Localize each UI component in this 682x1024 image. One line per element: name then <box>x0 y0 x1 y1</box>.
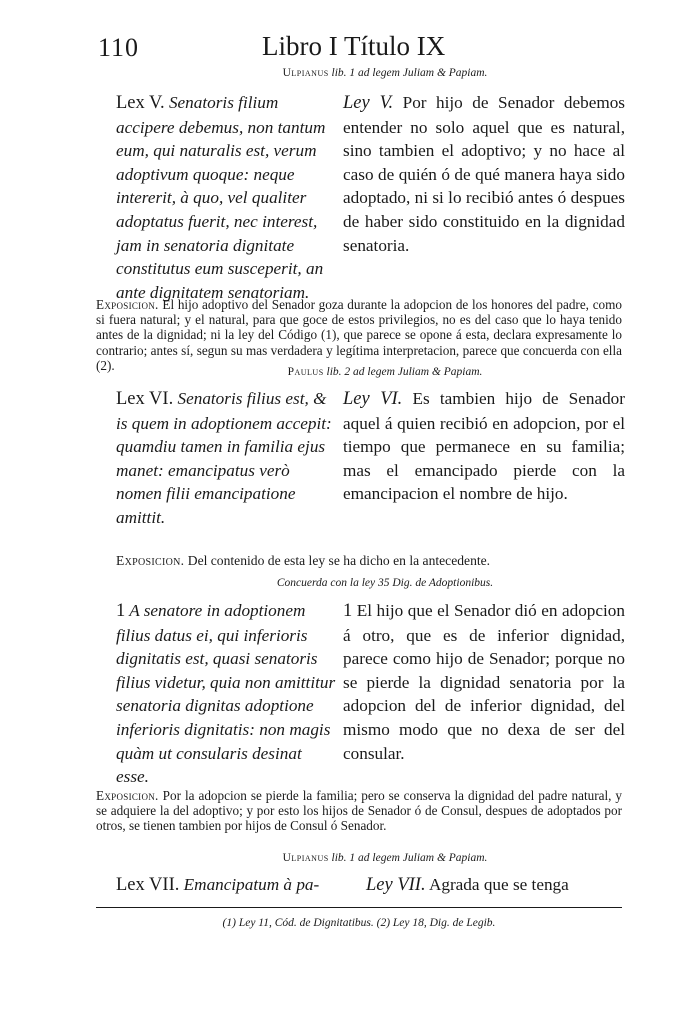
source-reference: lib. 1 ad legem Juliam & Papiam. <box>331 852 488 864</box>
exposition-ley-5 <box>96 297 622 373</box>
latin-lex-6-label: Lex VI. <box>116 389 174 409</box>
exposition-label: Exposicion. <box>96 297 159 312</box>
latin-lex-7-label: Lex VII. <box>116 875 180 895</box>
exposition-text: El hijo adoptivo del Senador goza durante la adopcion de los honores del padre, como si fuera natural; y el natural, para que goce de estos privilegios, no es del caso que lo haya tenido antes de la dignidad; ni la ley del Código (1), que parece se opone á esta, declara expresamente lo contrario; antes sí, segun su mas verdadera y legítima interpretacion, parece que concuerda con ella (2). <box>96 297 622 373</box>
spanish-ley-7-label: Ley VII. <box>366 875 426 895</box>
latin-lex-6-text: Senatoris filius est, & is quem in adoptionem accepit: quamdiu tamen in familia ejus manet: emancipatus verò nomen filii emancipatione amittit. <box>116 389 332 527</box>
latin-lex-7 <box>116 873 338 898</box>
source-concordance: Concuerda con la ley 35 Dig. de Adoptionibus. <box>276 577 494 589</box>
exposition-ley-6 <box>116 553 622 568</box>
spanish-ley-6 <box>343 387 625 506</box>
spanish-ley-7-text: Agrada que se tenga <box>428 875 569 894</box>
source-author: Ulpianus <box>282 67 329 79</box>
exposition-text: Por la adopcion se pierde la familia; pero se conserva la dignidad del padre natural, y se adquiere la del adoptivo; y por esto los hijos de Senador ó de Consul, despues de adoptados por otros, se tienen tambien por hijos de Consul ó Senador. <box>96 788 622 834</box>
spanish-paragraph-1 <box>343 599 625 765</box>
page-number: 110 <box>98 33 140 62</box>
latin-lex-7-text: Emancipatum à pa- <box>183 875 320 894</box>
exposition-text: Del contenido de esta ley se ha dicho en la antecedente. <box>187 553 491 568</box>
spanish-ley-5-text: Por hijo de Senador debemos entender no solo aquel que es natural, sino tambien el adoptivo; y no hace al caso de quién ó de qué manera haya sido adoptado, ni si lo recibió antes ó despues de haber sido constituido en la dignidad senatoria. <box>343 93 625 255</box>
latin-paragraph-1-text: A senatore in adoptionem filius datus ei, qui inferioris dignitatis est, quasi senatoris filius videtur, quia non amittitur senatoria dignitas adoptione inferioris dignitatis: non magis quàm ut consularis desinat esse. <box>116 601 336 787</box>
spanish-ley-6-text: Es tambien hijo de Senador aquel á quien recibió en adopcion, por el tiempo que permanece en su familia; mas el emancipado pierde con la emancipacion el nombre de hijo. <box>343 389 625 504</box>
latin-lex-5-label: Lex V. <box>116 93 165 113</box>
spanish-paragraph-1-number: 1 <box>343 601 353 621</box>
source-citation-paulus <box>240 366 530 378</box>
spanish-paragraph-1-text: El hijo que el Senador dió en adopcion á otro, que es de inferior dignidad, parece como hijo de Senador; porque no se pierde la dignidad senatoria por la adopcion del de inferior dignidad, del mismo modo que no dexa de ser del consular. <box>343 601 625 763</box>
latin-paragraph-1-number: 1 <box>116 601 126 621</box>
source-citation-ulpianus <box>240 67 530 79</box>
source-author: Paulus <box>287 366 324 378</box>
footnote-divider <box>96 907 622 908</box>
latin-lex-6 <box>116 387 338 530</box>
exposition-label: Exposicion. <box>116 553 185 568</box>
spanish-ley-6-label: Ley VI. <box>343 389 403 409</box>
spanish-ley-5-label: Ley V. <box>343 93 394 113</box>
source-citation-ulpianus-2 <box>240 852 530 864</box>
source-reference: lib. 2 ad legem Juliam & Papiam. <box>326 366 483 378</box>
source-author: Ulpianus <box>282 852 329 864</box>
latin-paragraph-1 <box>116 599 338 789</box>
exposition-paragraph-1 <box>96 788 622 834</box>
latin-lex-5-text: Senatoris filium accipere debemus, non tantum eum, qui naturalis est, verum adoptivum quoque: neque intererit, à quo, vel qualiter adoptatus fuerit, nec interest, jam in senatoria dignitate constitutus eum susceperit, an ante dignitatem senatoriam. <box>116 93 326 302</box>
footnotes: (1) Ley 11, Cód. de Dignitatibus. (2) Ley 18, Dig. de Legib. <box>222 917 496 929</box>
latin-lex-5 <box>116 91 338 304</box>
source-reference: lib. 1 ad legem Juliam & Papiam. <box>331 67 488 79</box>
page-title: Libro I Título IX <box>262 31 446 61</box>
spanish-ley-7 <box>366 873 624 898</box>
exposition-label: Exposicion. <box>96 788 159 803</box>
spanish-ley-5 <box>343 91 625 257</box>
